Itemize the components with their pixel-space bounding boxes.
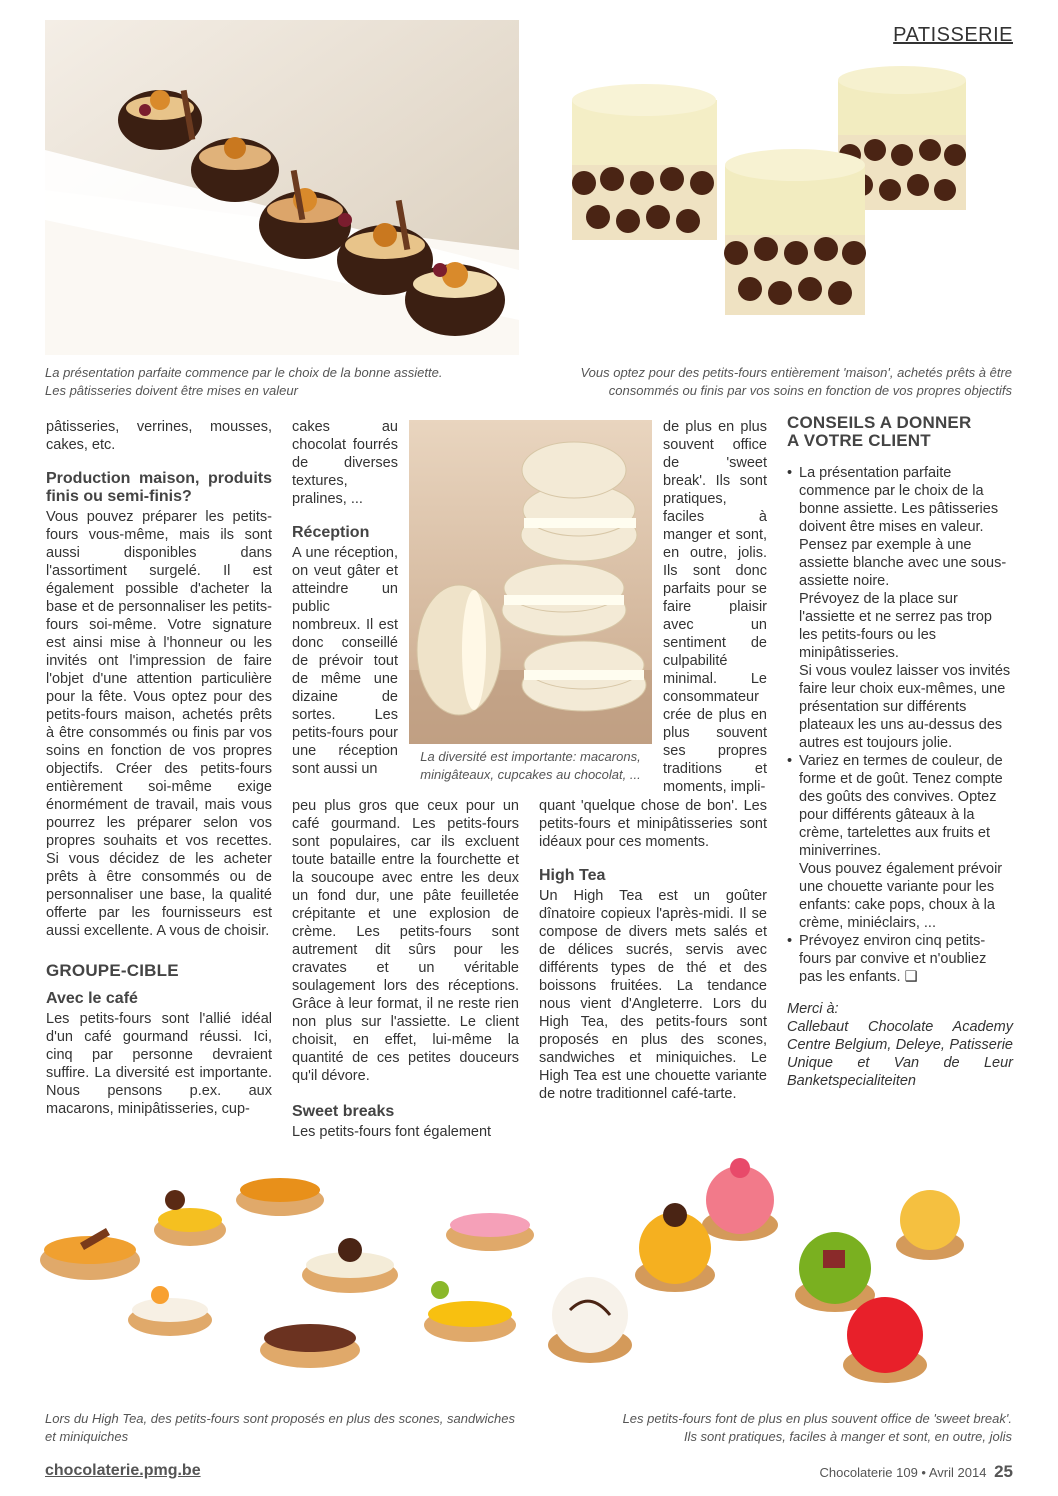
sidebar-title-line-1: CONSEILS A DONNER [787,413,972,432]
caption-top-left [45,364,515,400]
text-column-1 [46,418,272,1118]
photo-chocolate-cups [45,20,519,355]
footer-issue [820,1462,1013,1482]
subheading-high-tea: High Tea [539,867,606,884]
paragraph: Un High Tea est un goûter dînatoire copieux l'après-midi. Il se compose de divers mets salés et de délices sucrés, servis avec différents types de thé et des boissons fruitées. La tendance nous vient d'Angleterre. Lors du High Tea, des petits-fours sont proposés en plus des scones, sandwiches et miniquiches. Le High Tea est une chouette variante de notre traditionnel café-tarte. [539,888,767,1102]
bullet-icon: • [787,465,793,481]
end-mark-icon: ❑ [904,969,918,985]
issue-info: Chocolaterie 109 • Avril 2014 [819,1465,987,1480]
tip-text: Prévoyez de la place sur l'assiette et ne serrez pas trop les petits-fours ou les minipâtisseries. [799,591,992,661]
tip-item [787,464,1013,752]
caption-line: Vous optez pour des petits-fours entièrement 'maison', achetés prêts à être [580,365,1012,380]
caption-line: Ils sont pratiques, faciles à manger et sont, en outre, jolis [683,1429,1012,1444]
tips-list [787,464,1013,986]
caption-line: La présentation parfaite commence par le choix de la bonne assiette. [45,365,443,380]
caption-line: minigâteaux, cupcakes au chocolat, ... [420,767,641,782]
paragraph: cakes au chocolat fourrés de diverses textures, pralines, ... [292,419,398,507]
page-number: 25 [994,1462,1013,1481]
bullet-icon: • [787,933,793,949]
text-column-2-lower [292,797,519,1141]
photo-mini-eclairs [30,1140,545,1402]
caption-bottom-right [542,1410,1012,1446]
caption-line: Les petits-fours font de plus en plus souvent office de 'sweet break'. [622,1411,1012,1426]
text-column-3-upper [663,418,767,796]
subheading-sweet-breaks: Sweet breaks [292,1103,395,1120]
tip-text: La présentation parfaite commence par le choix de la bonne assiette. Les pâtisseries doivent être mises en valeur. Pensez par exemple à une assiette blanche avec une sous-assiette noire. [799,465,1007,589]
paragraph: Vous pouvez préparer les petits-fours vous-même, mais ils sont aussi disponibles dans l'assortiment surgelé. Il est également possible d'acheter la base et de personnaliser les petits-fours soi-même. Votre signature est ainsi mise à l'honneur ou les invités ont l'impression de faire l'objet d'une attention particulière pour la fête. Vous optez pour des petits-fours maison, achetés prêts à être consommés ou finis par vos soins en fonction de vos propres objectifs. Créer des petits-fours entièrement soi-même exige énormément de travail, mais vous pourrez les préparer selon vos propres souhaits et vos recettes. Si vous décidez de les acheter prêts à être consommés ou de personnaliser une base, la qualité offerte par les fournisseurs est aussi excellente. A vous de choisir. [46,509,272,939]
subheading-reception: Réception [292,524,370,541]
tip-item [787,752,1013,932]
footer-site-link[interactable]: chocolaterie.pmg.be [45,1462,201,1479]
paragraph: peu plus gros que ceux pour un café gourmand. Les petits-fours sont populaires, car ils excluent toute bataille entre la fourchette et la soucoupe avec entre les deux un fond dur, une pâte feuilletée crépitante et une explosion de crème. Les petits-fours sont autrement dit sûrs pour les cravates et un véritable soulagement lors des réceptions. Grâce à leur format, il ne reste rien non plus sur l'assiette. Le client choisit, en effet, lui-même la quantité de ces petites douceurs qu'il dévore. [292,798,519,1084]
tip-text: Variez en termes de couleur, de forme et de goût. Tenez compte des goûts des convives. Optez pour différents gâteaux à la crème, tartelettes aux fruits et miniverrines. [799,753,1003,859]
subheading-production: Production maison, produits finis ou semi-finis? [46,470,272,505]
section-heading-groupe-cible: GROUPE-CIBLE [46,961,179,980]
bullet-icon: • [787,753,793,769]
thanks-label: Merci à: [787,1001,839,1017]
photo-mini-domes [545,1140,1015,1402]
caption-line: et miniquiches [45,1429,129,1444]
paragraph: Les petits-fours font également [292,1124,492,1140]
tip-item [787,932,1013,986]
tip-text: Si vous voulez laisser vos invités faire leur choix eux-mêmes, une présentation sur différents plateaux les uns au-dessus des autres est toujours jolie. [799,663,1011,751]
thanks-text: Callebaut Chocolate Academy Centre Belgium, Deleye, Patisserie Unique et Van de Leur Banketspecialiteiten [787,1019,1013,1089]
section-header: PATISSERIE [893,24,1013,46]
sidebar-title-line-2: A VOTRE CLIENT [787,431,931,450]
tip-text: Prévoyez environ cinq petits-fours par convive et n'oubliez pas les enfants. [799,933,987,985]
subheading-avec-le-cafe: Avec le café [46,990,138,1007]
text-column-3-lower [539,797,767,1103]
paragraph: de plus en plus souvent office de 'sweet break'. Ils sont pratiques, faciles à manger et sont, en outre, jolis. Ils sont donc parfaits pour se faire plaisir avec un sentiment de culpabilité minimal. Le consommateur crée de plus en plus souvent ses propres traditions et moments, impli- [663,419,767,795]
paragraph: Les petits-fours sont l'allié idéal d'un café gourmand réussi. Ici, cinq par personne devraient suffire. La diversité est importante. Nous pensons p.ex. aux macarons, minipâtisseries, cup- [46,1011,272,1117]
caption-line: La diversité est importante: macarons, [420,749,641,764]
caption-bottom-left [45,1410,525,1446]
tips-sidebar [787,414,1013,1090]
photo-mousse-cakes [560,55,980,355]
caption-line: Les pâtisseries doivent être mises en valeur [45,383,298,398]
caption-line: Lors du High Tea, des petits-fours sont proposés en plus des scones, sandwiches [45,1411,515,1426]
paragraph: quant 'quelque chose de bon'. Les petits-fours et minipâtisseries sont idéaux pour ces moments. [539,798,767,850]
paragraph: pâtisseries, verrines, mousses, cakes, etc. [46,419,272,453]
caption-middle [409,748,652,784]
caption-top-right [532,364,1012,400]
tip-text: Vous pouvez également prévoir une chouette variante pour les enfants: cake pops, choux à la crème, miniéclairs, ... [799,861,1003,931]
caption-line: consommés ou finis par vos soins en fonction de vos propres objectifs [608,383,1012,398]
paragraph: A une réception, on veut gâter et atteindre un public nombreux. Il est donc conseillé de prévoir tout de même une dizaine de sortes. Les petits-fours pour une réception sont aussi un [292,545,398,777]
text-column-2-upper [292,418,398,778]
photo-macarons [409,420,652,744]
